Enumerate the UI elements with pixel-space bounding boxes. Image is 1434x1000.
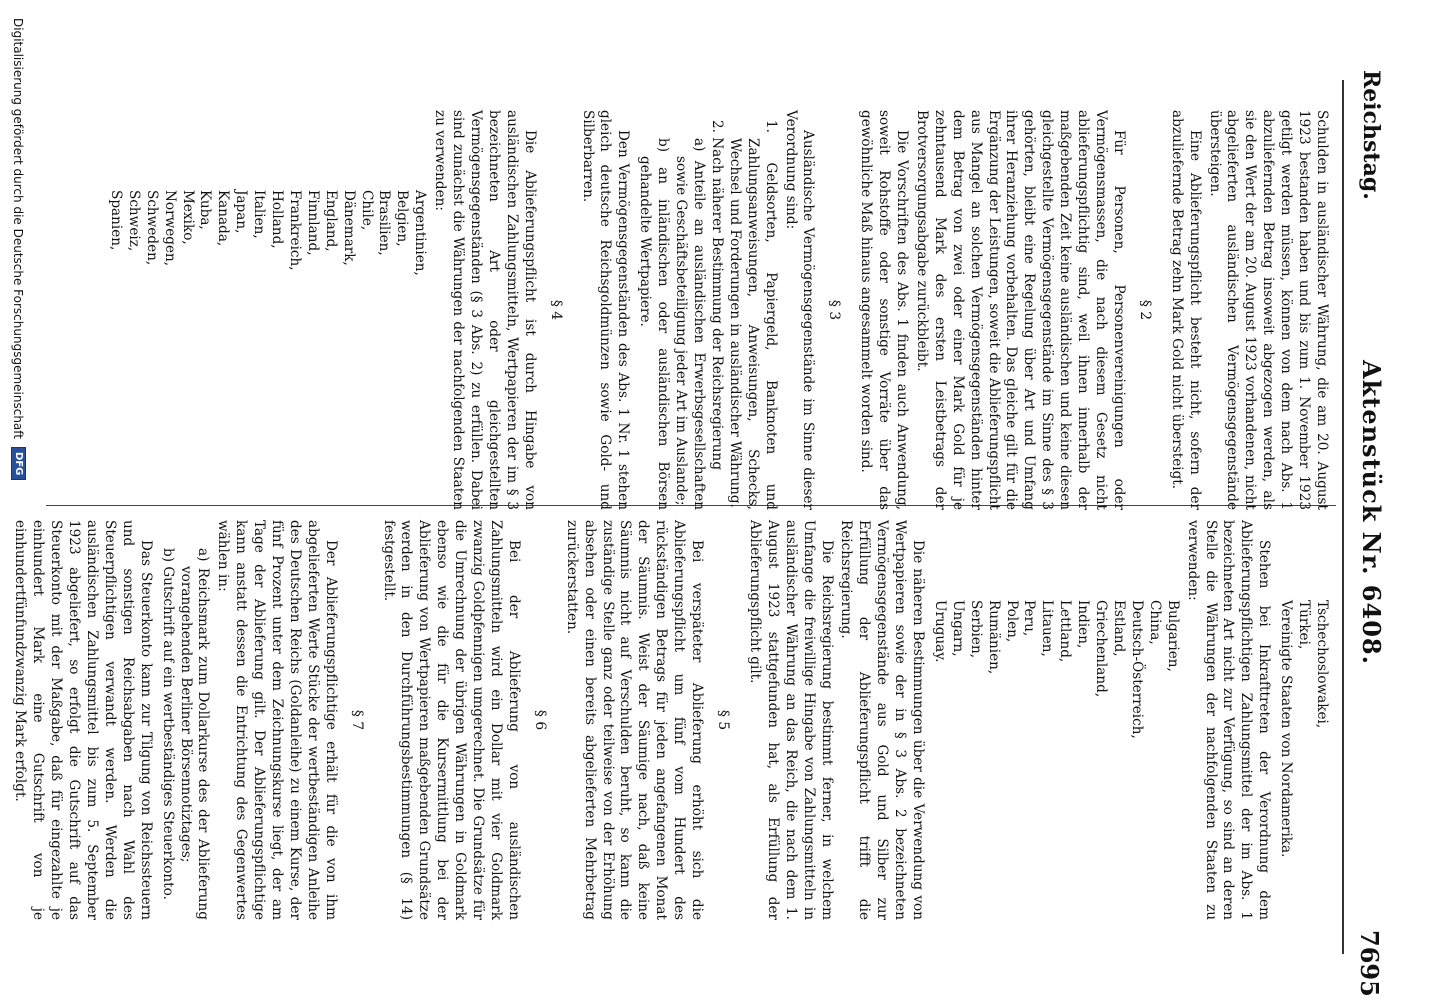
country-item: Brasilien, [376, 190, 393, 256]
section-heading: § 5 [715, 709, 731, 731]
list-item: b) an inländischen oder ausländischen Börsen gehandelte Wertpapiere. [637, 138, 672, 510]
section-heading: § 4 [547, 299, 564, 321]
country-item: Holland, [269, 190, 286, 249]
list-item: 2. Nach näherer Bestimmung der Reichsregierung [708, 120, 725, 471]
country-item: Frankreich, [286, 190, 303, 271]
country-item: Mexiko, [179, 190, 196, 245]
country-item: Kuba, [197, 190, 214, 230]
left-column [102, 110, 1330, 510]
country-item: Indien, [1075, 600, 1092, 649]
section-heading: § 2 [1136, 299, 1153, 321]
country-item: Dänemark, [340, 190, 357, 266]
country-item: Kanada, [215, 190, 232, 247]
country-item: Serbien, [967, 600, 984, 659]
country-item: Japan, [233, 190, 250, 234]
country-item: Schweden, [143, 190, 160, 266]
country-item: Norwegen, [161, 190, 178, 267]
header-left: Reichstag. [1358, 70, 1384, 200]
paragraph: Stehen bei Inkrafttreten der Verordnung dem Ablieferungspflichtigen Zahlungsmittel der im Abs. 1 bezeichneten Art nicht zur Verfügung, so sind an deren Stelle die Währungen der nachfolgenden Staaten zu verwenden: [1184, 520, 1273, 920]
list-item: a) Anteile an ausländischen Erwerbsgesellschaften sowie Geschäftsbeteiligung jeder Art im Auslande; [673, 138, 707, 510]
country-item: Türkei, [1296, 600, 1313, 650]
digitization-text: Digitalisierung gefördert durch die Deutsche Forschungsgemeinschaft [11, 18, 26, 440]
country-list [930, 520, 1181, 920]
country-item: Litauen, [1039, 600, 1056, 657]
definition-list [635, 110, 778, 510]
country-item: Uruguay. [931, 600, 948, 663]
right-column [8, 520, 1330, 920]
list-item: a) Reichsmark zum Dollarkurse des der Ablieferung vorangehenden Berliner Börsennotiztages; [177, 548, 212, 920]
paragraph: Der Ablieferungspflichtige erhält für die von ihm abgelieferten Werte Stücke der wertbeständigen Anleihe des Deutschen Reichs (Goldanleihe) zu einem Kurse, der fünf Prozent unter dem Zeichnungskurse liegt, der am Tage der Ablieferung gilt. Der Ablieferungspflichtige kann anstatt dessen die Entrichtung des Gegenwertes wählen in: [215, 520, 339, 920]
paragraph: Schulden in ausländischer Währung, die am 20. August 1923 bestanden haben und bis zum 1. November 1923 getilgt werden müssen, können von dem nach Abs. 1 abzuliefernden Betrag insoweit abgezogen werden, als sie den Wert der am 20. August 1923 vorhandenen, nicht abgelieferten ausländischen Vermögensgegenstände übersteigen. [1206, 110, 1330, 510]
country-item: Rumänien, [985, 600, 1002, 675]
list-item: 1. Geldsorten, Papiergeld, Banknoten und Zahlungsanweisungen, Anweisungen, Schecks, Wechsel und Forderungen in ausländischer Währung. [726, 120, 779, 510]
section-heading: § 3 [826, 299, 843, 321]
country-list [106, 110, 428, 510]
country-item: Tschechoslowakei, [1314, 600, 1330, 729]
paragraph: Eine Ablieferungspflicht besteht nicht, sofern der abzuliefernde Betrag zehn Mark Gold nicht übersteigt. [1168, 110, 1203, 510]
paragraph: Bei verspäteter Ablieferung erhöht sich die Ablieferungspflicht um fünf vom Hundert des rückständigen Betrags für jeden angefangenen Monat der Säumnis. Weist der Säumige nach, daß keine Säumnis nicht auf Verschulden beruht, so kann die zuständige Stelle ganz oder teilweise von der Erhöhung absehen oder einen bereits abgelieferten Mehrbetrag zurückerstatten. [563, 520, 706, 920]
paragraph: Ausländische Vermögensgegenstände im Sinne dieser Verordnung sind: [782, 110, 817, 510]
header-title: Aktenstück Nr. 6408. [1357, 360, 1386, 665]
country-item: Polen, [1003, 600, 1020, 643]
option-list [158, 520, 212, 920]
digitization-note [11, 18, 26, 978]
paragraph: Bei der Ablieferung von ausländischen Zahlungsmitteln wird ein Dollar mit vier Goldmark zwanzig Goldpfennigen umgerechnet. Die Grundsätze für die Umrechnung der übrigen Währungen in Goldmark ebenso wie die für die Kursermittlung bei der Ablieferung von Wertpapieren maßgebenden Grundsätze werden in den Durchführungsbestimmungen (§ 14) festgestellt. [380, 520, 522, 920]
country-item: England, [322, 190, 339, 252]
country-item: Belgien, [394, 190, 411, 247]
country-item: Italien, [251, 190, 268, 239]
list-item: b) Gutschrift auf ein wertbeständiges Steuerkonto. [159, 548, 176, 900]
country-item: Peru, [1021, 600, 1038, 637]
page-number: 7695 [1355, 930, 1384, 997]
paragraph: Die Vorschriften des Abs. 1 finden auch Anwendung, soweit Rohstoffe oder sonstige Vorräte über das gewöhnliche Maß hinaus angesammelt worden sind. [858, 110, 911, 510]
paragraph: Die Reichsregierung bestimmt ferner, in welchem Umfange die freiwillige Hingabe von Zahlungsmitteln in ausländischer Währung an das Reich, die nach dem 1. August 1923 stattgefunden hat, als Erfüllung der Ablieferungspflicht gilt. [746, 520, 835, 920]
dfg-logo: DFG [11, 447, 26, 480]
country-item: China, [1146, 600, 1163, 645]
section-heading: § 7 [348, 709, 365, 731]
paragraph: Die näheren Bestimmungen über die Verwendung von Wertpapieren sowie der in § 3 Abs. 2 bezeichneten Vermögensgegenstände aus Gold und Silber zur Erfüllung der Ablieferungspflicht trifft die Reichsregierung. [838, 520, 927, 920]
section-heading: § 6 [531, 709, 548, 731]
country-item: Chile, [358, 190, 375, 231]
country-item: Finnland, [304, 190, 321, 256]
country-list [1276, 520, 1330, 920]
country-item: Vereinigte Staaten von Nordamerika. [1278, 600, 1295, 858]
country-item: Schweiz, [125, 190, 142, 252]
country-item: Lettland, [1057, 600, 1074, 663]
paragraph: Das Steuerkonto kann zur Tilgung von Reichssteuern und sonstigen Reichsabgaben nach Wahl des Steuerpflichtigen verwandt werden. Werden die ausländischen Zahlungsmittel bis zum 5. September 1923 abgeliefert, so erfolgt die Gutschrift auf das Steuerkonto mit der Maßgabe, daß für eingezahlte je einhundert Mark eine Gutschrift von je einhundertfünfundzwanzig Mark erfolgt. [12, 520, 154, 920]
paragraph: Für Personen, Personenvereinigungen oder Vermögensmassen, die nach diesem Gesetz nicht ablieferungspflichtig sind, weil ihnen innerhalb der maßgebenden Zeit keine ausländischen und keine diesen gleichgestellte Vermögensgegenstände im Sinne des § 3 gehörten, bleibt eine Regelung über Art und Umfang ihrer Heranziehung vorbehalten. Das gleiche gilt für die Ergänzung der Leistungen, soweit die Ablieferungspflicht aus Mangel an solchen Vermögensgegenständen hinter dem Betrag von zwei oder einer Mark Gold für je zehntausend Mark des ersten Leistbetrags der Brotversorgungsabgabe zurückbleibt. [913, 110, 1127, 510]
page-header [1348, 0, 1392, 1000]
country-item: Deutsch-Österreich, [1128, 600, 1145, 739]
country-item: Griechenland, [1093, 600, 1110, 698]
header-rule [1342, 80, 1344, 954]
country-item: Estland, [1111, 600, 1128, 657]
country-item: Ungarn, [949, 600, 966, 657]
country-item: Argentinien, [412, 190, 429, 276]
paragraph: Die Ablieferungspflicht ist durch Hingabe von ausländischen Zahlungsmitteln, Wertpapieren der im § 3 bezeichneten Art oder gleichgestellten Vermögensgegenständen (§ 3 Abs. 2) zu erfüllen. Dabei sind zunächst die Währungen der nachfolgenden Staaten zu verwenden: [432, 110, 538, 510]
country-item: Spanien, [107, 190, 124, 251]
paragraph: Den Vermögensgegenständen des Abs. 1 Nr. 1 stehen gleich deutsche Reichsgoldmünzen sowie Gold- und Silberbarren. [579, 110, 632, 510]
country-item: Bulgarien, [1164, 600, 1181, 672]
